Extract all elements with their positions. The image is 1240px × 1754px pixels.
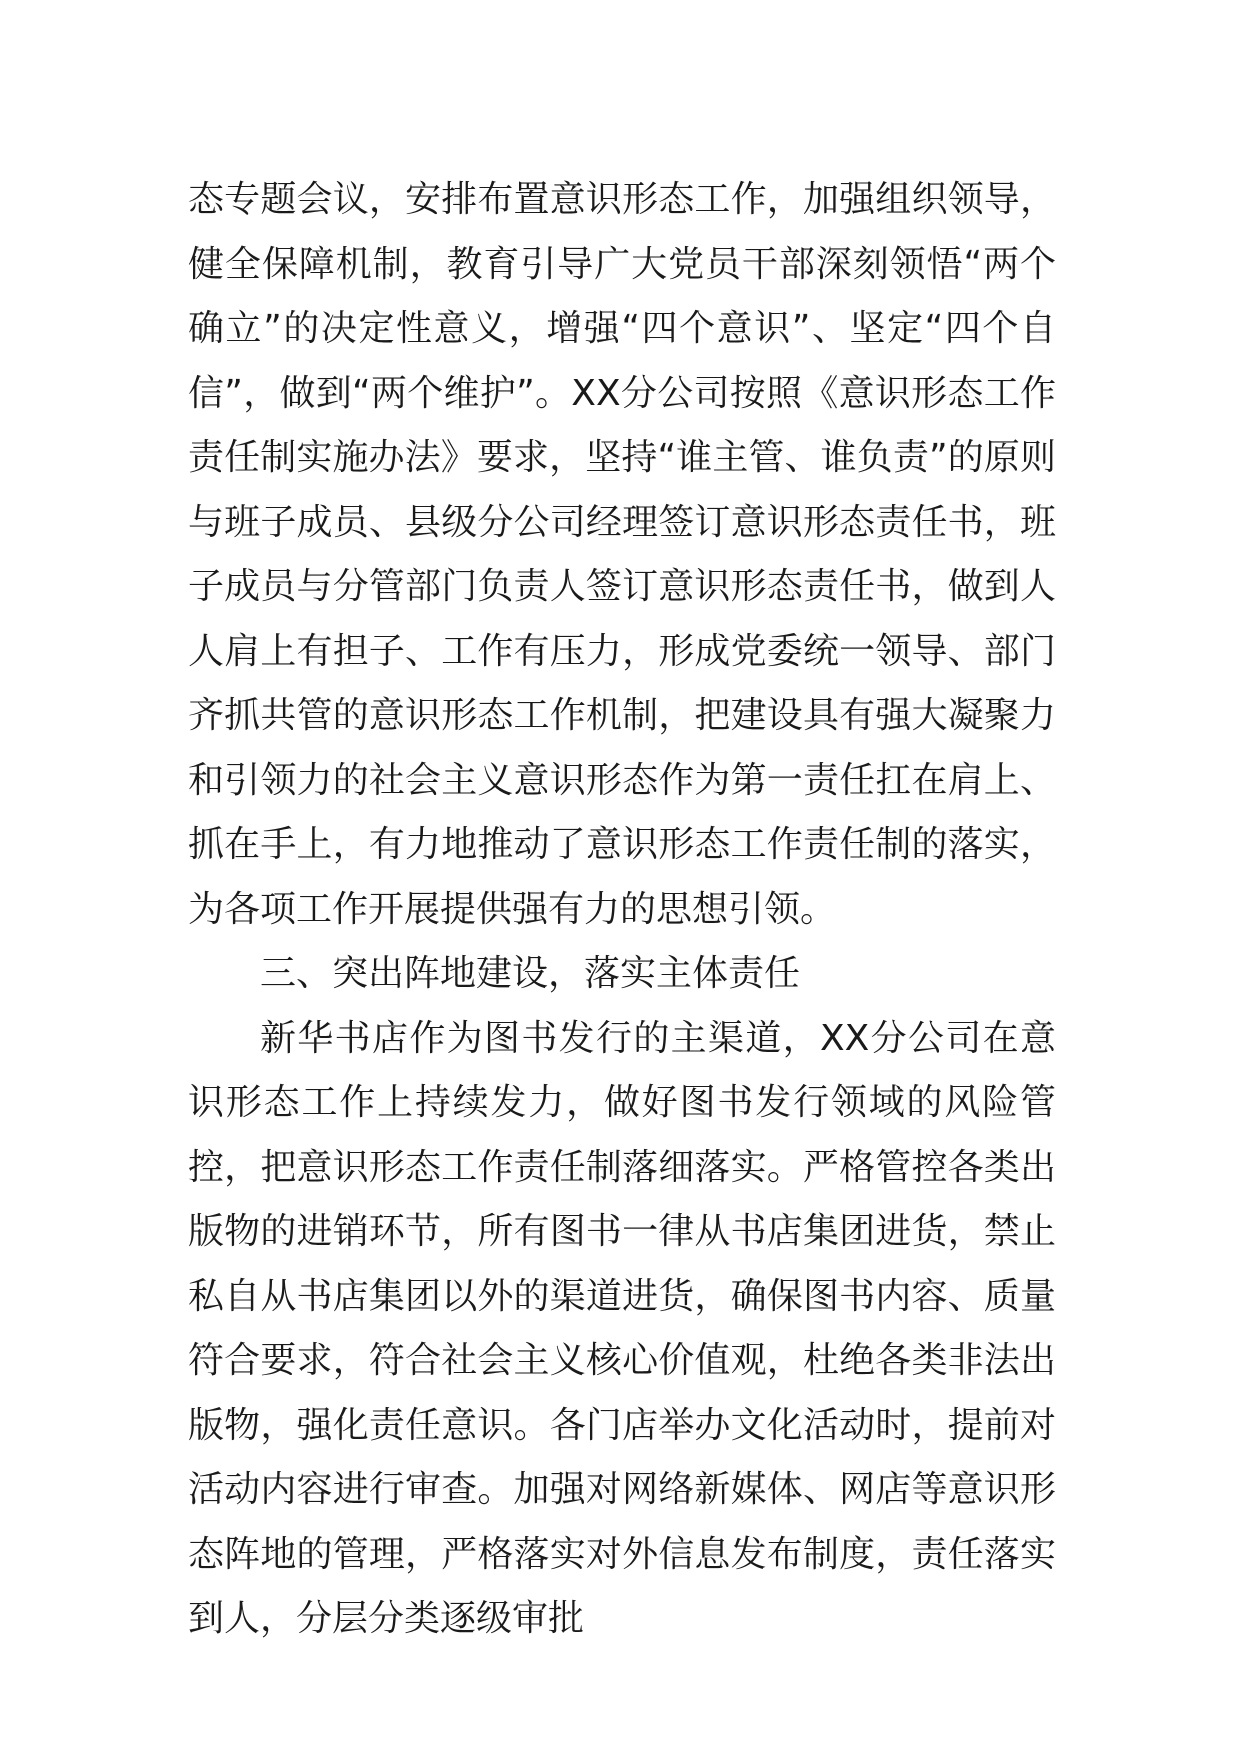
body-paragraph: 新华书店作为图书发行的主渠道，XX分公司在意识形态工作上持续发力，做好图书发行领域的风险管控，把意识形态工作责任制落细落实。严格管控各类出版物的进销环节，所有图书一律从书店集团进货，禁止私自从书店集团以外的渠道进货，确保图书内容、质量符合要求，符合社会主义核心价值观，杜绝各类非法出版物，强化责任意识。各门店举办文化活动时，提前对活动内容进行审查。加强对网络新媒体、网店等意识形态阵地的管理，严格落实对外信息发布制度，责任落实到人，分层分类逐级审批 (188, 1017, 1056, 1639)
section-heading: 三、突出阵地建设，落实主体责任 (260, 953, 801, 994)
document-body (188, 168, 1056, 1652)
body-paragraph-continued: 态专题会议，安排布置意识形态工作，加强组织领导，健全保障机制，教育引导广大党员干部深刻领悟“两个确立”的决定性意义，增强“四个意识”、坚定“四个自信”，做到“两个维护”。XX分公司按照《意识形态工作责任制实施办法》要求，坚持“谁主管、谁负责”的原则与班子成员、县级分公司经理签订意识形态责任书，班子成员与分管部门负责人签订意识形态责任书，做到人人肩上有担子、工作有压力，形成党委统一领导、部门齐抓共管的意识形态工作机制，把建设具有强大凝聚力和引领力的社会主义意识形态作为第一责任扛在肩上、抓在手上，有力地推动了意识形态工作责任制的落实，为各项工作开展提供强有力的思想引领。 (188, 179, 1056, 930)
